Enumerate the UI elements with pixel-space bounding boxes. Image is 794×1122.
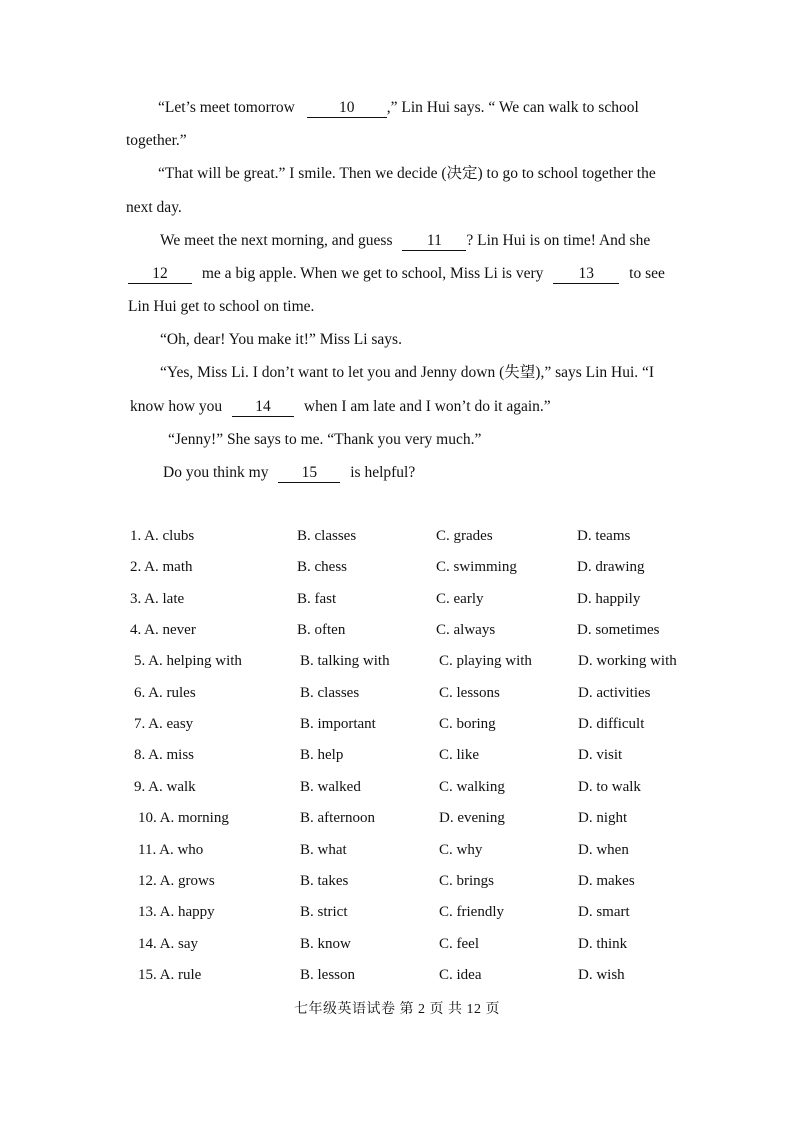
passage-line-7	[128, 297, 314, 317]
option-15-c: C. idea	[439, 966, 482, 983]
option-10-a: 10. A. morning	[138, 810, 229, 827]
passage-text: “Jenny!” She says to me. “Thank you very much.”	[168, 431, 482, 448]
passage-line-9	[160, 363, 654, 383]
option-15-b: B. lesson	[300, 966, 356, 983]
passage-text: me a big apple. When we get to school, Miss Li is very	[201, 265, 544, 282]
option-5-b: B. talking with	[300, 653, 390, 670]
option-10-b: B. afternoon	[300, 810, 375, 827]
passage-text: We meet the next morning, and guess	[160, 232, 393, 249]
option-3-b: B. fast	[297, 590, 337, 607]
passage-text: together.”	[126, 132, 187, 149]
option-15-d: D. wish	[578, 966, 625, 983]
option-9-c: C. walking	[439, 778, 505, 795]
blank-10: 10	[307, 99, 387, 118]
blank-12: 12	[128, 265, 192, 284]
option-4-b: B. often	[297, 622, 346, 639]
blank-14: 14	[232, 398, 294, 417]
passage-line-4	[126, 198, 182, 218]
option-10-c: D. evening	[439, 810, 505, 827]
option-13-a: 13. A. happy	[138, 904, 215, 921]
passage-line-1	[158, 98, 639, 118]
option-6-c: C. lessons	[439, 684, 500, 701]
option-15-a: 15. A. rule	[138, 966, 202, 983]
option-11-a: 11. A. who	[138, 841, 204, 858]
option-14-a: 14. A. say	[138, 935, 198, 952]
passage-line-6	[128, 264, 665, 284]
option-8-b: B. help	[300, 747, 344, 764]
option-9-a: 9. A. walk	[134, 778, 196, 795]
option-13-d: D. smart	[578, 904, 630, 921]
passage-line-5	[160, 231, 650, 251]
option-3-d: D. happily	[577, 590, 641, 607]
option-7-a: 7. A. easy	[134, 716, 194, 733]
option-7-b: B. important	[300, 716, 376, 733]
option-6-b: B. classes	[300, 684, 360, 701]
passage-text: next day.	[126, 199, 182, 216]
passage-line-2	[126, 131, 187, 151]
passage-text: “Yes, Miss Li. I don’t want to let you and Jenny down (失望),” says Lin Hui. “I	[160, 364, 655, 381]
passage-line-8	[160, 330, 402, 350]
page-footer: 七年级英语试卷 第 2 页 共 12 页	[294, 1002, 500, 1017]
option-5-c: C. playing with	[439, 653, 532, 670]
option-9-b: B. walked	[300, 778, 361, 795]
option-6-d: D. activities	[578, 684, 651, 701]
passage-line-11	[168, 430, 481, 450]
option-2-a: 2. A. math	[130, 559, 193, 576]
option-12-b: B. takes	[300, 872, 349, 889]
passage-text: Lin Hui get to school on time.	[128, 298, 315, 315]
option-1-d: D. teams	[577, 528, 631, 544]
blank-15: 15	[278, 464, 340, 483]
option-13-b: B. strict	[300, 904, 348, 921]
passage-line-10	[130, 397, 551, 417]
passage-text: “Oh, dear! You make it!” Miss Li says.	[160, 331, 402, 348]
passage-text: “That will be great.” I smile. Then we decide (决定) to go to school together the	[158, 165, 656, 182]
option-3-a: 3. A. late	[130, 590, 185, 607]
option-11-d: D. when	[578, 841, 629, 858]
option-14-d: D. think	[578, 935, 628, 952]
option-4-a: 4. A. never	[130, 622, 196, 639]
blank-11: 11	[402, 232, 466, 251]
blank-13: 13	[553, 265, 619, 284]
option-1-a: 1. A. clubs	[130, 528, 195, 544]
option-12-a: 12. A. grows	[138, 872, 215, 889]
option-8-a: 8. A. miss	[134, 747, 195, 764]
option-4-c: C. always	[436, 622, 496, 639]
option-12-d: D. makes	[578, 872, 635, 889]
passage-line-3	[158, 164, 656, 184]
passage-text: know how you	[130, 398, 223, 415]
passage-text: ? Lin Hui is on time! And she	[466, 232, 651, 249]
option-11-b: B. what	[300, 841, 347, 858]
option-2-b: B. chess	[297, 559, 347, 576]
option-8-d: D. visit	[578, 747, 623, 764]
passage-line-12	[163, 463, 415, 483]
option-4-d: D. sometimes	[577, 622, 660, 639]
option-5-a: 5. A. helping with	[134, 653, 242, 670]
passage-text: ,” Lin Hui says. “ We can walk to school	[386, 99, 639, 116]
option-3-c: C. early	[436, 590, 484, 607]
option-2-c: C. swimming	[436, 559, 517, 576]
option-9-d: D. to walk	[578, 778, 641, 795]
option-7-d: D. difficult	[578, 716, 645, 733]
option-5-d: D. working with	[578, 653, 677, 670]
passage-text: is helpful?	[350, 464, 416, 481]
passage-text: to see	[629, 265, 665, 282]
option-11-c: C. why	[439, 841, 483, 858]
passage-text: “Let’s meet tomorrow	[158, 99, 295, 116]
option-12-c: C. brings	[439, 872, 495, 889]
option-7-c: C. boring	[439, 716, 496, 733]
option-14-b: B. know	[300, 935, 351, 952]
passage-text: Do you think my	[163, 464, 269, 481]
option-6-a: 6. A. rules	[134, 684, 196, 701]
passage-text: when I am late and I won’t do it again.”	[303, 398, 551, 415]
option-1-b: B. classes	[297, 528, 357, 544]
option-1-c: C. grades	[436, 528, 493, 544]
option-10-d: D. night	[578, 810, 628, 827]
option-13-c: C. friendly	[439, 904, 504, 921]
option-8-c: C. like	[439, 747, 479, 764]
option-14-c: C. feel	[439, 935, 479, 952]
option-2-d: D. drawing	[577, 559, 645, 576]
